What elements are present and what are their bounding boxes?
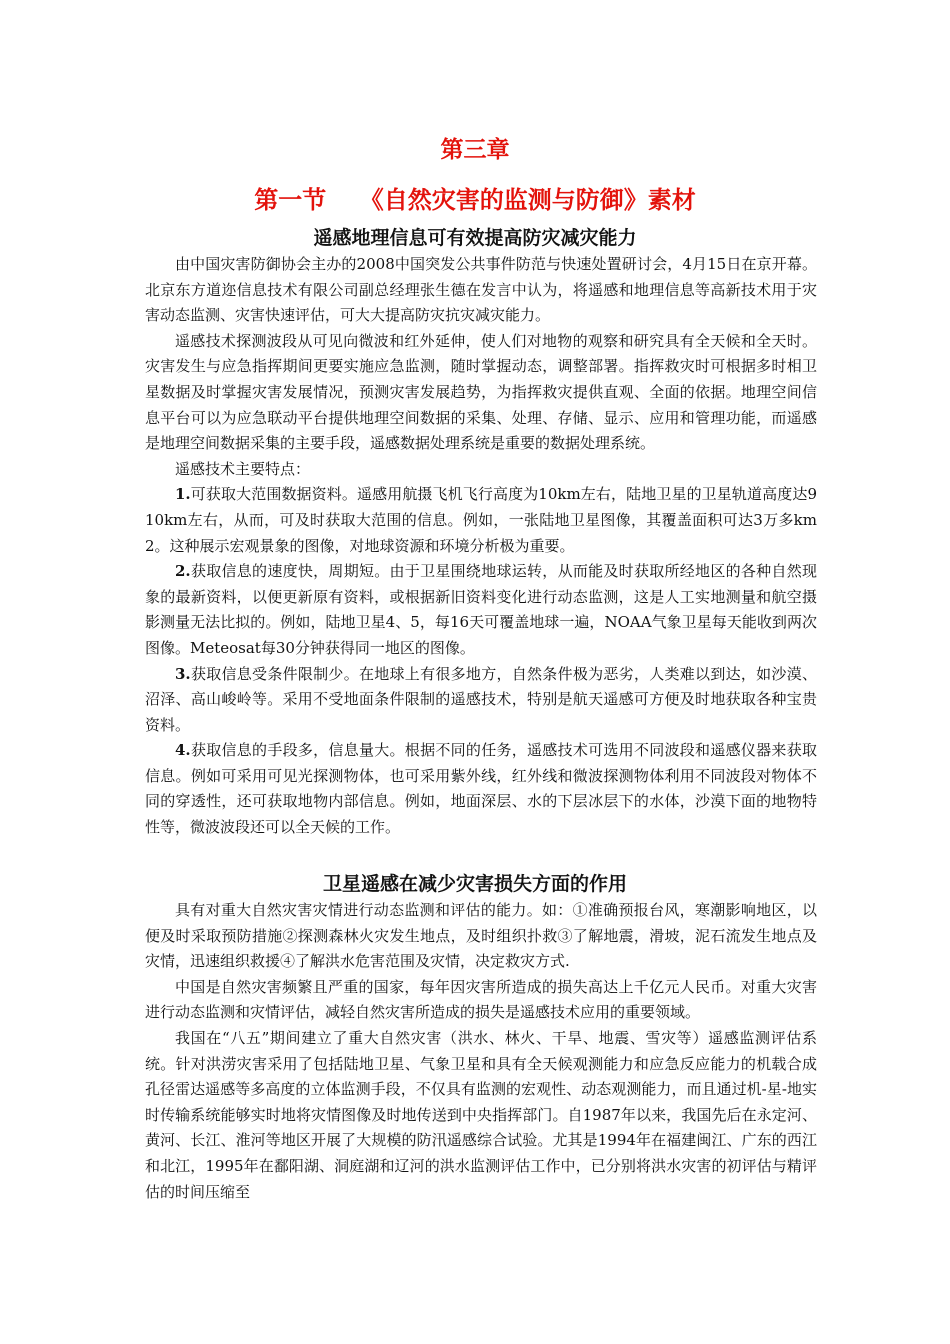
chapter-title: 第三章 — [440, 136, 510, 163]
article-1-paragraph: 由中国灾害防御协会主办的2008中国突发公共事件防范与快速处置研讨会，4月15日在京开幕。北京东方道迩信息技术有限公司副总经理张生德在发言中认为，将遥感和地理信息等高新技术用于灾害动态监测、灾害快速评估，可大大提高防灾抗灾减灾能力。 — [145, 255, 817, 325]
feature-text: 获取信息受条件限制少。在地球上有很多地方，自然条件极为恶劣，人类难以到达，如沙漠、沼泽、高山峻岭等。采用不受地面条件限制的遥感技术，特别是航天遥感可方便及时地获取各种宝贵资料。 — [145, 664, 817, 734]
article-1-title: 遥感地理信息可有效提高防灾减灾能力 — [313, 227, 637, 249]
feature-text: 可获取大范围数据资料。遥感用航摄飞机飞行高度为10km左右，陆地卫星的卫星轨道高度达910km左右，从而，可及时获取大范围的信息。例如，一张陆地卫星图像，其覆盖面积可达3万多km2。这种展示宏观景象的图像，对地球资源和环境分析极为重要。 — [145, 485, 817, 555]
feature-number: 1. — [175, 485, 191, 504]
feature-item — [145, 482, 817, 559]
article-2-title: 卫星遥感在减少灾害损失方面的作用 — [322, 873, 627, 895]
article-2-paragraph: 具有对重大自然灾害灾情进行动态监测和评估的能力。如：①准确预报台风，寒潮影响地区，以便及时采取预防措施②探测森林火灾发生地点，及时组织扑救③了解地震，滑坡，泥石流发生地点及灾情，迅速组织救援④了解洪水危害范围及灾情，决定救灾方式. — [145, 901, 817, 971]
feature-item — [145, 662, 817, 739]
feature-list-heading: 遥感技术主要特点： — [175, 459, 311, 478]
section-title: 第一节 《自然灾害的监测与防御》素材 — [254, 185, 696, 214]
feature-text: 获取信息的手段多，信息量大。根据不同的任务，遥感技术可选用不同波段和遥感仪器来获取信息。例如可采用可见光探测物体，也可采用紫外线，红外线和微波探测物体利用不同波段对物体不同的穿透性，还可获取地物内部信息。例如，地面深层、水的下层冰层下的水体，沙漠下面的地物特性等，微波波段还可以全天候的工作。 — [145, 741, 817, 837]
feature-item — [145, 559, 817, 661]
feature-number: 4. — [175, 741, 191, 760]
article-2-paragraph: 我国在“八五”期间建立了重大自然灾害（洪水、林火、干旱、地震、雪灾等）遥感监测评估系统。针对洪涝灾害采用了包括陆地卫星、气象卫星和具有全天候观测能力和应急反应能力的机载合成孔径雷达遥感等多高度的立体监测手段，不仅具有监测的宏观性、动态观测能力，而且通过机-星-地实时传输系统能够实时地将灾情图像及时地传送到中央指挥部门。自1987年以来，我国先后在永定河、黄河、长江、淮河等地区开展了大规模的防汛遥感综合试验。尤其是1994年在福建闽江、广东的西江和北江，1995年在鄱阳湖、洞庭湖和辽河的洪水监测评估工作中，已分别将洪水灾害的初评估与精评估的时间压缩至 — [145, 1028, 817, 1201]
article-1-body — [145, 252, 817, 841]
article-1-paragraph: 遥感技术探测波段从可见向微波和红外延伸，使人们对地物的观察和研究具有全天候和全天时。灾害发生与应急指挥期间更要实施应急监测，随时掌握动态，调整部署。指挥救灾时可根据多时相卫星数据及时掌握灾害发展情况，预测灾害发展趋势，为指挥救灾提供直观、全面的依据。地理空间信息平台可以为应急联动平台提供地理空间数据的采集、处理、存储、显示、应用和管理功能，而遥感是地理空间数据采集的主要手段，遥感数据处理系统是重要的数据处理系统。 — [145, 331, 817, 453]
feature-number: 3. — [175, 664, 191, 683]
feature-number: 2. — [175, 562, 191, 581]
article-2-paragraph: 中国是自然灾害频繁且严重的国家，每年因灾害所造成的损失高达上千亿元人民币。对重大灾害进行动态监测和灾情评估，减轻自然灾害所造成的损失是遥感技术应用的重要领域。 — [145, 977, 817, 1022]
feature-item — [145, 738, 817, 840]
feature-text: 获取信息的速度快，周期短。由于卫星围绕地球运转，从而能及时获取所经地区的各种自然现象的最新资料，以便更新原有资料，或根据新旧资料变化进行动态监测，这是人工实地测量和航空摄影测量无法比拟的。例如，陆地卫星4、5，每16天可覆盖地球一遍，NOAA气象卫星每天能收到两次图像。Meteosat每30分钟获得同一地区的图像。 — [145, 562, 817, 657]
article-2-body — [145, 898, 817, 1205]
